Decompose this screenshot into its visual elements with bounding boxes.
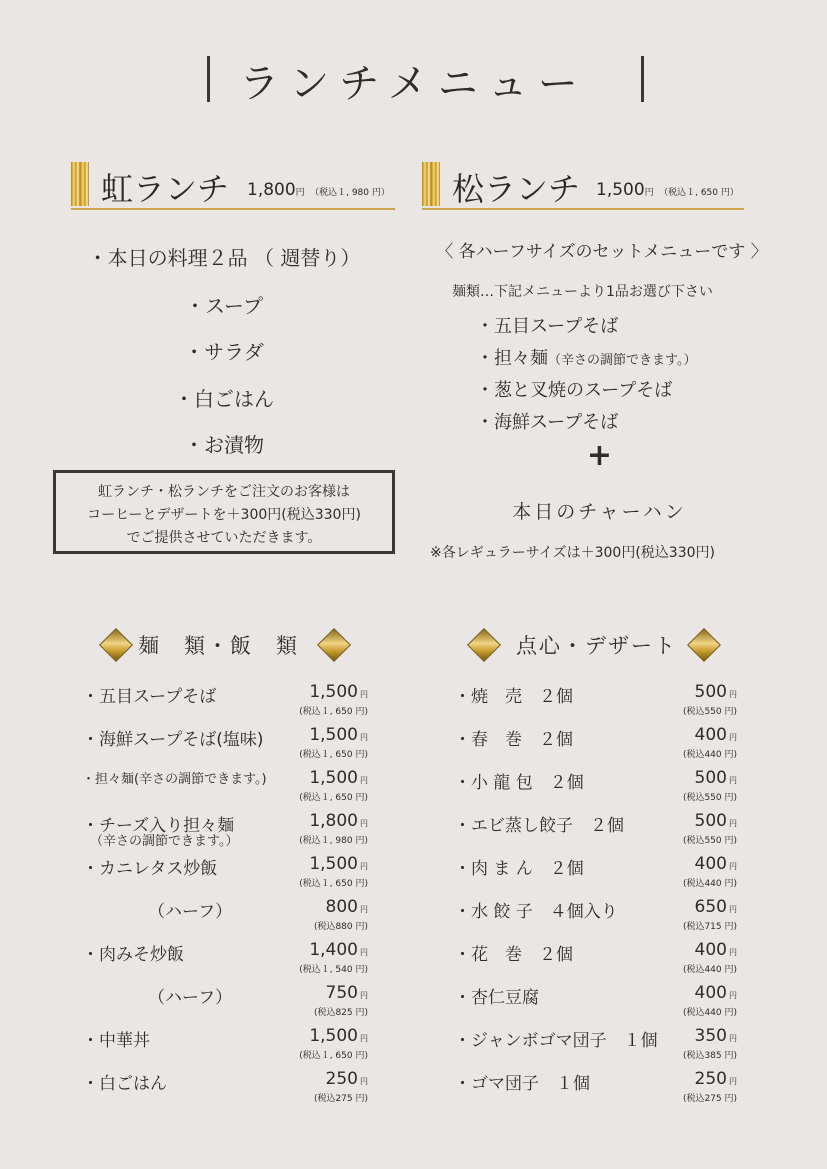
matsu-subtitle: 〈 各ハーフサイズのセットメニューです 〉 [436,242,768,262]
menu-item-tax: (税込825 円) [313,1008,368,1018]
menu-item-name: ・焼 売 ２個 [454,687,573,707]
niji-item: ・白ごはん [174,387,274,411]
menu-item-name: ・花 巻 ２個 [454,945,573,965]
menu-item-price: 1,500 円 [309,1026,368,1046]
matsu-lunch-header [422,162,744,210]
menu-item-name: ・カニレタス炒飯 [82,859,218,879]
regular-size-note: ※各レギュラーサイズは＋300円(税込330円) [430,545,715,561]
menu-item-price: 500 円 [694,811,737,831]
matsu-item: ・五目スープそば [476,316,619,337]
menu-item-price: 500 円 [694,682,737,702]
menu-item-tax: (税込１, 650 円) [299,1051,368,1061]
menu-item-name: ・肉みそ炒飯 [82,945,184,965]
matsu-noodle-note: 麺類…下記メニューより1品お選び下さい [452,284,713,300]
niji-lunch-name: 虹ランチ [101,170,230,208]
menu-item-name: ・担々麺(辛さの調節できます。) [82,772,267,787]
menu-item-tax: (税込440 円) [682,879,737,889]
matsu-lunch-price: 1,500円 （税込１, 650 円） [596,180,739,200]
menu-item-name: ・五目スープそば [82,687,217,707]
menu-item-name: ・杏仁豆腐 [454,988,539,1008]
niji-item: ・お漬物 [184,433,264,457]
menu-item-price: 1,500 円 [309,854,368,874]
niji-item: ・スープ [185,294,263,318]
menu-item-price: 1,500 円 [309,768,368,788]
noodles-section-title: 麺 類・飯 類 [138,634,299,658]
menu-item-name: ・中華丼 [82,1031,150,1051]
niji-lunch-header [71,162,395,210]
menu-item-name: ・ジャンボゴマ団子 １個 [454,1031,658,1051]
menu-item-price: 1,500 円 [309,682,368,702]
menu-item-price: 400 円 [694,854,737,874]
gold-stripe-decoration [71,162,89,206]
menu-item-price: 500 円 [694,768,737,788]
menu-item-price: 800 円 [325,897,368,917]
matsu-lunch-name: 松ランチ [452,170,581,208]
gold-diamond-icon [467,628,501,662]
menu-item-tax: (税込440 円) [682,1008,737,1018]
menu-item-price: 400 円 [694,725,737,745]
gold-stripe-decoration [422,162,440,206]
gold-diamond-icon [687,628,721,662]
menu-item-price: 250 円 [325,1069,368,1089]
menu-item-price: 650 円 [694,897,737,917]
menu-item-tax: (税込１, 980 円) [299,836,368,846]
notice-line: でご提供させていただきます。 [126,530,322,546]
menu-item-tax: (税込275 円) [313,1094,368,1104]
menu-item-price: 1,800 円 [309,811,368,831]
page-title: ランチメニュー [239,61,588,107]
menu-item-name: ・春 巻 ２個 [454,730,573,750]
menu-item-tax: (税込550 円) [682,836,737,846]
matsu-item: ・海鮮スープそば [476,412,619,433]
menu-item-tax: (税込１, 650 円) [299,879,368,889]
menu-item-name: ・海鮮スープそば(塩味) [82,730,264,750]
menu-item-tax: (税込440 円) [682,750,737,760]
gold-diamond-icon [317,628,351,662]
menu-item-name: ・小 龍 包 ２個 [454,773,584,793]
notice-line: 虹ランチ・松ランチをご注文のお客様は [98,484,350,500]
menu-item-tax: (税込385 円) [682,1051,737,1061]
menu-item-price: 400 円 [694,940,737,960]
matsu-item: ・葱と叉焼のスープそば [476,380,673,401]
menu-item-tax: (税込１, 540 円) [299,965,368,975]
niji-item: ・サラダ [184,340,264,364]
dessert-section-title: 点心・デザート [516,634,677,658]
plus-sign: + [586,438,613,473]
menu-item-name: ・肉 ま ん ２個 [454,859,584,879]
menu-item-tax: (税込550 円) [682,707,737,717]
menu-item-name: （ハーフ） [148,902,233,922]
menu-item-name: ・エビ蒸し餃子 ２個 [454,816,624,836]
menu-item-tax: (税込880 円) [313,922,368,932]
menu-item-tax: (税込１, 650 円) [299,750,368,760]
menu-item-price: 750 円 [325,983,368,1003]
notice-line: コーヒーとデザートを＋300円(税込330円) [87,507,361,523]
gold-diamond-icon [99,628,133,662]
menu-item-price: 1,400 円 [309,940,368,960]
menu-item-name: ・ゴマ団子 １個 [454,1074,590,1094]
niji-lunch-price: 1,800円 （税込１, 980 円） [247,180,390,200]
dessert-section-header [466,628,722,664]
matsu-item: ・担々麺（辛さの調節できます。） [476,348,697,369]
fried-rice-label: 本日のチャーハン [512,501,687,523]
menu-item-name: （ハーフ） [148,988,233,1008]
menu-item-note: （辛さの調節できます。） [90,834,239,849]
noodles-section-header [100,628,350,664]
menu-item-name: ・水 餃 子 ４個入り [454,902,618,922]
notice-box [53,470,395,554]
menu-item-price: 400 円 [694,983,737,1003]
menu-item-tax: (税込１, 650 円) [299,793,368,803]
menu-item-price: 1,500 円 [309,725,368,745]
menu-item-name: ・チーズ入り担々麺 [82,816,235,836]
menu-item-tax: (税込275 円) [682,1094,737,1104]
menu-item-tax: (税込715 円) [682,922,737,932]
menu-item-price: 350 円 [694,1026,737,1046]
menu-item-tax: (税込440 円) [682,965,737,975]
niji-item: ・本日の料理２品 （ 週替り） [87,246,361,270]
menu-item-price: 250 円 [694,1069,737,1089]
menu-item-name: ・白ごはん [82,1074,167,1094]
menu-item-tax: (税込550 円) [682,793,737,803]
menu-item-tax: (税込１, 650 円) [299,707,368,717]
